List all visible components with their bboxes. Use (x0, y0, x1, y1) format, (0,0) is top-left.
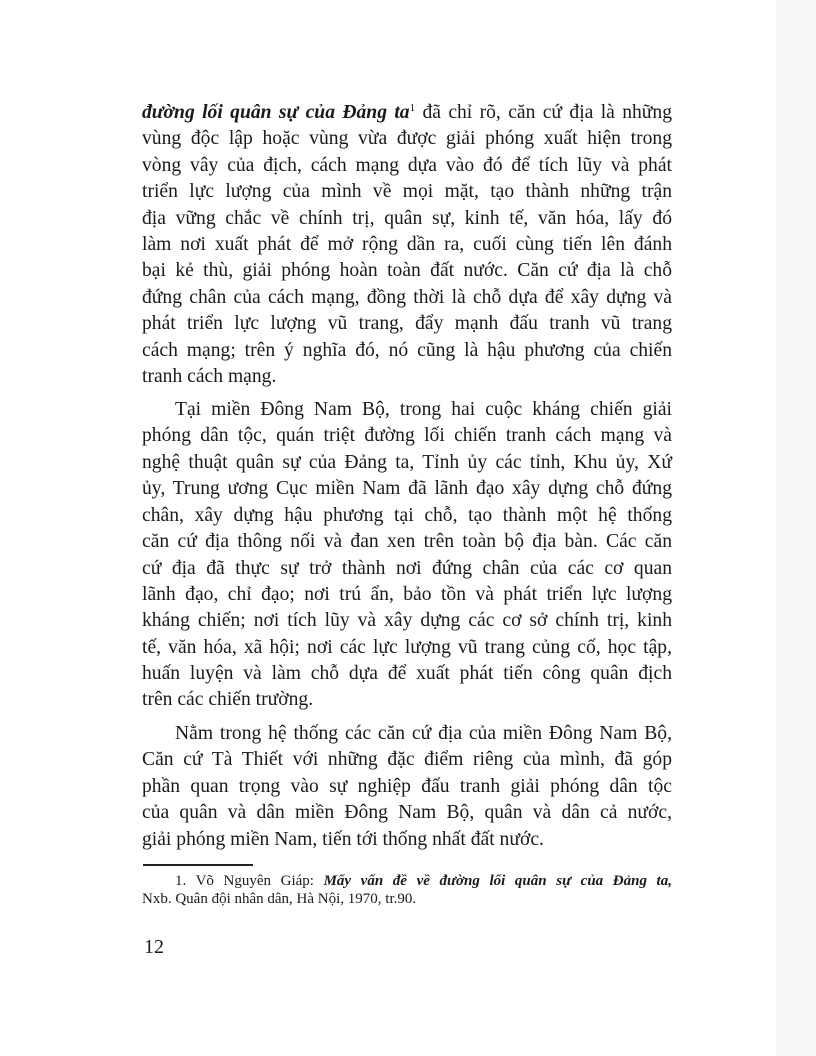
footnote-author: Võ Nguyên Giáp: (195, 873, 324, 889)
line-text: tế, văn hóa, xã hội; nơi các lực lượng vũ trang củng cố, học tập, (142, 637, 672, 658)
line-text: chân, xây dựng hậu phương tại chỗ, tạo thành một hệ thống (142, 505, 672, 526)
line-text: cứ địa đã thực sự trở thành nơi đứng chân của các cơ quan (142, 558, 672, 579)
page-number: 12 (144, 936, 164, 958)
text-line (142, 636, 672, 660)
footnote-separator (143, 864, 253, 866)
text-line (142, 504, 672, 528)
text-line (142, 775, 672, 799)
text-line (142, 259, 672, 283)
line-text: phần quan trọng vào sự nghiệp đấu tranh giải phóng dân tộc (142, 776, 672, 797)
footnote-line (142, 890, 672, 908)
line-text: cách mạng; trên ý nghĩa đó, nó cũng là hậu phương của chiến (142, 340, 672, 361)
line-text: Nằm trong hệ thống các căn cứ địa của miền Đông Nam Bộ, (175, 723, 672, 744)
line-text: Căn cứ Tà Thiết với những đặc điểm riêng của mình, đã góp (142, 749, 672, 770)
line-text: tranh cách mạng. (142, 366, 277, 387)
text-line (142, 477, 672, 501)
text-line (142, 748, 672, 772)
line-text: giải phóng miền Nam, tiến tới thống nhất đất nước. (142, 829, 544, 850)
line-text: địa vững chắc về chính trị, quân sự, kinh tế, văn hóa, lấy đó (142, 208, 672, 229)
scan-margin-shadow (776, 0, 816, 1056)
text-line (175, 722, 672, 746)
footnote-number: 1. (175, 873, 196, 889)
text-line (142, 207, 672, 231)
text-line (142, 557, 672, 581)
text-line (142, 101, 672, 125)
line-text: của quân và dân miền Đông Nam Bộ, quân và dân cả nước, (142, 802, 672, 823)
line-text: đã chỉ rõ, căn cứ địa là những (415, 102, 673, 123)
line-text: lãnh đạo, chỉ đạo; nơi trú ẩn, bảo tồn và phát triển lực lượng (142, 584, 672, 605)
line-text: phóng dân tộc, quán triệt đường lối chiến tranh cách mạng và (142, 425, 672, 446)
footnote-title: Mấy vấn đề về đường lối quân sự của Đảng ta, (323, 873, 672, 889)
text-line (142, 365, 672, 389)
text-line (142, 583, 672, 607)
line-text: bại kẻ thù, giải phóng hoàn toàn đất nước. Căn cứ địa là chỗ (142, 260, 672, 281)
line-text: vòng vây của địch, cách mạng dựa vào đó để tích lũy và phát (142, 155, 672, 176)
line-text: đứng chân của cách mạng, đồng thời là chỗ dựa để xây dựng và (142, 287, 672, 308)
footnote-line (175, 872, 672, 890)
text-line (142, 127, 672, 151)
text-line (142, 312, 672, 336)
line-text: triển lực lượng của mình về mọi mặt, tạo thành những trận (142, 181, 672, 202)
text-line (142, 154, 672, 178)
text-line (142, 339, 672, 363)
text-line (142, 424, 672, 448)
text-line (142, 688, 672, 712)
text-line (175, 398, 672, 422)
line-text: vùng độc lập hoặc vùng vừa được giải phóng xuất hiện trong (142, 128, 672, 149)
line-text: huấn luyện và làm chỗ dựa để xuất phát tiến công quân địch (142, 663, 672, 684)
text-line (142, 662, 672, 686)
text-line (142, 530, 672, 554)
text-line (142, 609, 672, 633)
line-text: ủy, Trung ương Cục miền Nam đã lãnh đạo xây dựng chỗ đứng (142, 478, 672, 499)
line-text: căn cứ địa thông nối và đan xen trên toàn bộ địa bàn. Các căn (142, 531, 672, 552)
footnote-publication: Nxb. Quân đội nhân dân, Hà Nội, 1970, tr.90. (142, 891, 417, 907)
line-text: nghệ thuật quân sự của Đảng ta, Tỉnh ủy các tỉnh, Khu ủy, Xứ (142, 452, 672, 473)
text-line (142, 801, 672, 825)
text-line (142, 180, 672, 204)
line-text: làm nơi xuất phát để mở rộng dần ra, cuối cùng tiến lên đánh (142, 234, 672, 255)
text-line (142, 233, 672, 257)
text-line (142, 828, 672, 852)
text-line (142, 451, 672, 475)
line-text: trên các chiến trường. (142, 689, 314, 710)
line-text: phát triển lực lượng vũ trang, đẩy mạnh đấu tranh vũ trang (142, 313, 672, 334)
line-text: kháng chiến; nơi tích lũy và xây dựng các cơ sở chính trị, kinh (142, 610, 672, 631)
cited-work-title: đường lối quân sự của Đảng ta (142, 102, 410, 123)
line-text: Tại miền Đông Nam Bộ, trong hai cuộc kháng chiến giải (175, 399, 672, 420)
text-line (142, 286, 672, 310)
footnote-reference[interactable]: 1 (409, 102, 416, 114)
